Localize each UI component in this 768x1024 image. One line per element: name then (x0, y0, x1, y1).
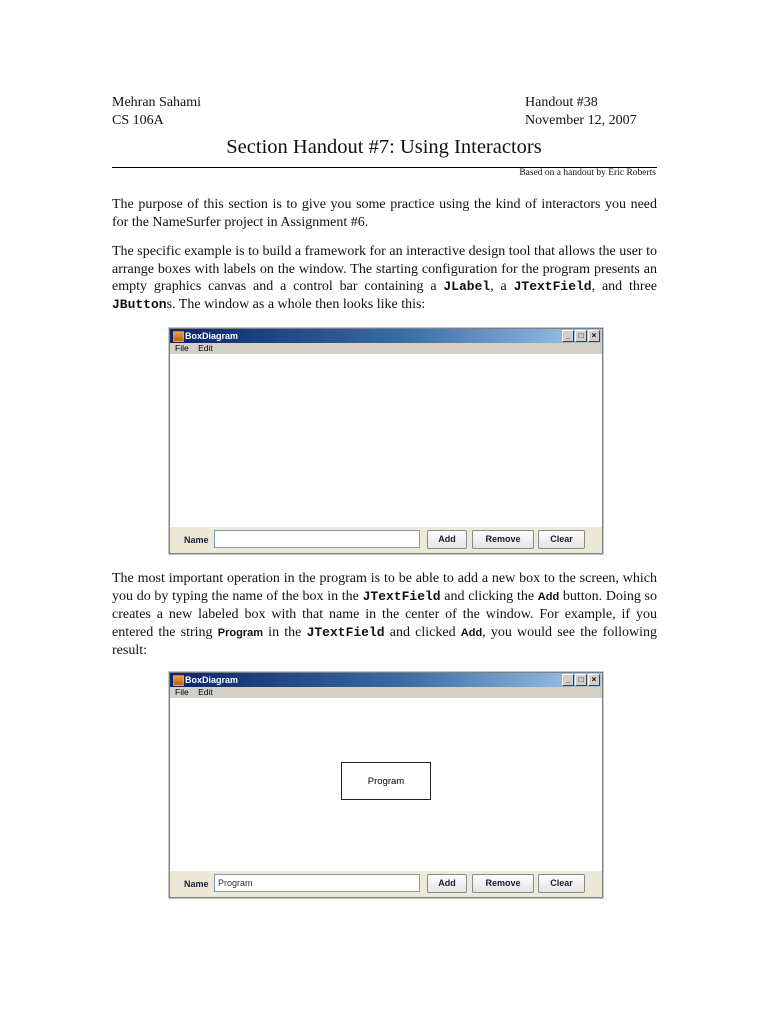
text-span: The specific example is to build a framework for an interactive design tool that allows the user to arrange boxes with labels on the window. The starting configuration for the program presents an empty graphics canvas and a control bar containing a (112, 244, 657, 295)
intro-paragraph: The purpose of this section is to give you some practice using the kind of interactors you need for the NameSurfer project in Assignment #6. (112, 197, 657, 230)
text-span: and clicked (384, 624, 461, 640)
handout-date: November 12, 2007 (525, 113, 637, 128)
ui-add-label: Add (537, 590, 560, 603)
remove-button[interactable]: Remove (472, 530, 534, 549)
author-name: Mehran Sahami (112, 95, 202, 110)
code-jtextfield: JTextField (306, 624, 385, 640)
graphics-canvas[interactable] (170, 354, 602, 527)
window-title: BoxDiagram (185, 331, 239, 341)
add-button[interactable]: Add (427, 874, 467, 893)
menu-edit[interactable]: Edit (198, 687, 213, 697)
close-icon[interactable]: × (588, 674, 600, 686)
text-span: , a (490, 279, 514, 295)
add-operation-paragraph (112, 570, 657, 660)
close-icon[interactable]: × (588, 330, 600, 342)
name-text-field[interactable] (214, 530, 420, 548)
clear-button[interactable]: Clear (538, 530, 585, 549)
remove-button[interactable]: Remove (472, 874, 534, 893)
page-title: Section Handout #7: Using Interactors (226, 136, 542, 158)
java-app-icon (173, 331, 184, 342)
add-button[interactable]: Add (427, 530, 467, 549)
text-span: , and three (591, 279, 657, 295)
menu-file[interactable]: File (175, 687, 189, 697)
ui-add-label: Add (460, 626, 483, 639)
code-jlabel: JLabel (443, 279, 491, 295)
control-bar (170, 527, 602, 553)
window-controls (562, 330, 600, 342)
code-jtextfield: JTextField (362, 588, 441, 604)
menu-bar (170, 343, 602, 354)
window-controls (562, 674, 600, 686)
window-titlebar (170, 673, 602, 687)
name-label: Name (184, 879, 209, 889)
boxdiagram-window-result (169, 672, 603, 898)
minimize-icon[interactable]: _ (562, 674, 574, 686)
java-app-icon (173, 675, 184, 686)
text-span: in the (263, 624, 307, 640)
labeled-box[interactable]: Program (341, 762, 431, 800)
handout-number: Handout #38 (525, 95, 598, 110)
credit-line: Based on a handout by Eric Roberts (519, 168, 656, 178)
name-label: Name (184, 535, 209, 545)
menu-edit[interactable]: Edit (198, 343, 213, 353)
minimize-icon[interactable]: _ (562, 330, 574, 342)
code-jtextfield: JTextField (513, 279, 592, 295)
example-paragraph (112, 243, 657, 313)
window-titlebar (170, 329, 602, 343)
name-text-field[interactable]: Program (214, 874, 420, 892)
boxdiagram-window-empty (169, 328, 603, 554)
text-span: s. The window as a whole then looks like this: (166, 296, 426, 312)
window-title: BoxDiagram (185, 675, 239, 685)
text-span: The most important operation in the program is to be able to add a new box to the screen, which you do by typing the name of the box in the (112, 571, 657, 604)
text-span: button. Doing so creates a new labeled box with that name in the center of the window. For example, if you entered the string (112, 588, 657, 640)
code-jbutton: JButton (112, 296, 167, 312)
maximize-icon[interactable]: □ (575, 330, 587, 342)
graphics-canvas[interactable] (170, 698, 602, 871)
text-span: , you would see the following result: (112, 624, 658, 659)
control-bar (170, 871, 602, 897)
menu-file[interactable]: File (175, 343, 189, 353)
menu-bar (170, 687, 602, 698)
clear-button[interactable]: Clear (538, 874, 585, 893)
text-span: and clicking the (440, 588, 538, 604)
course-code: CS 106A (112, 113, 164, 128)
maximize-icon[interactable]: □ (575, 674, 587, 686)
ui-program-label: Program (217, 626, 263, 639)
